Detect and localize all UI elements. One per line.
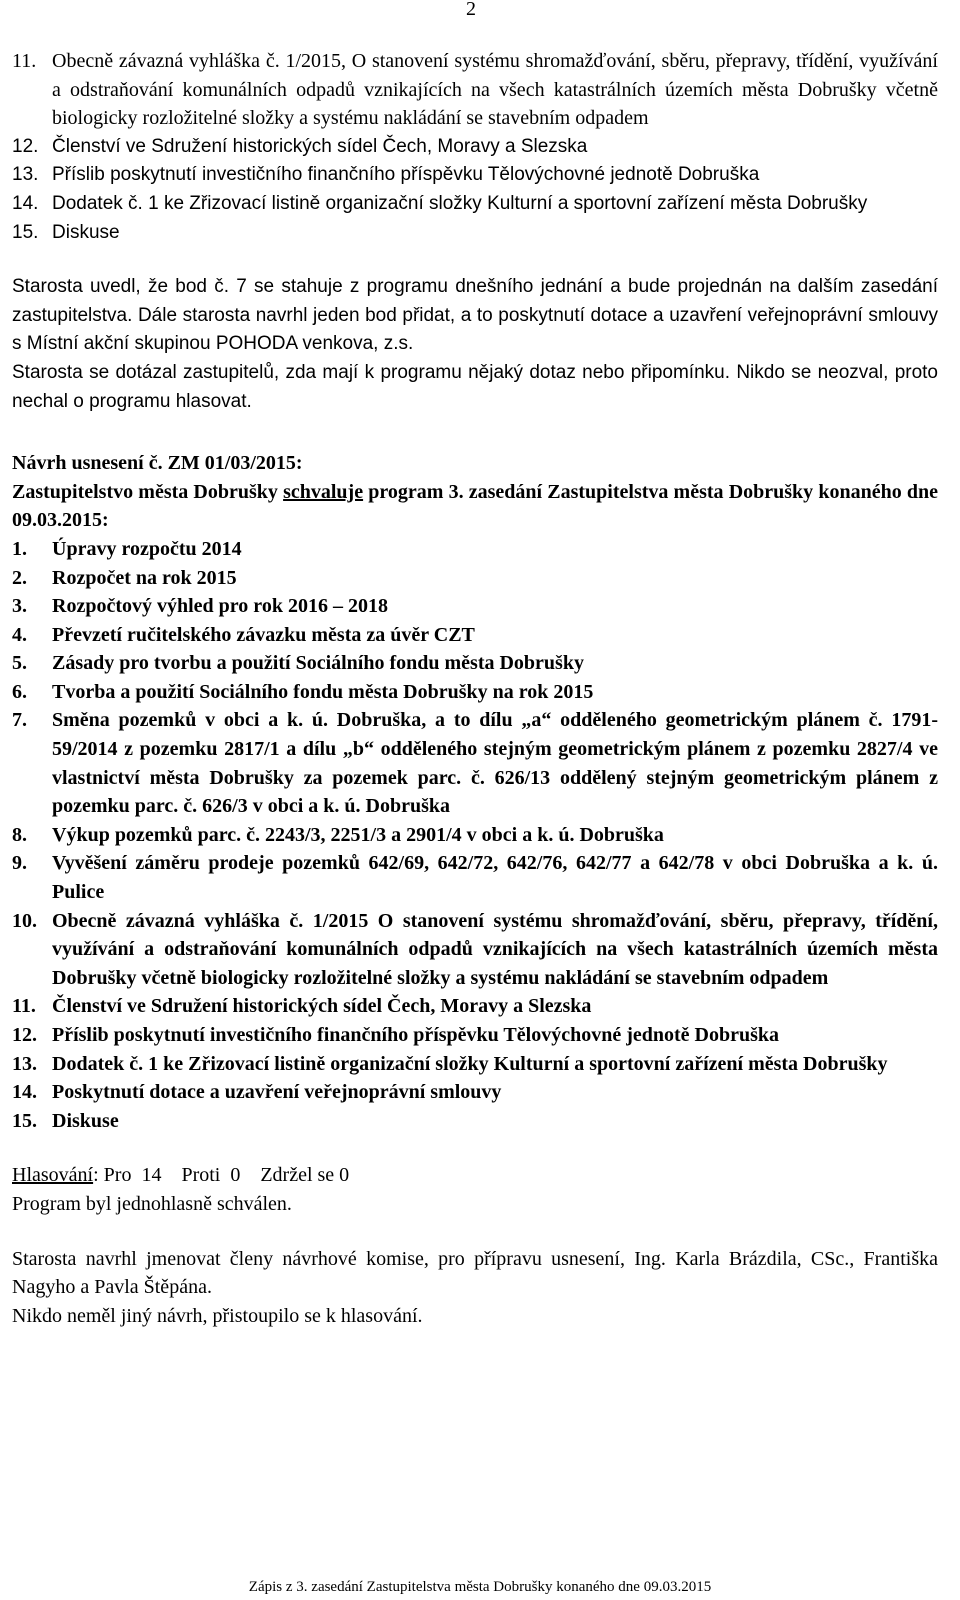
resolution-item-text: Vyvěšení záměru prodeje pozemků 642/69, 642/72, 642/76, 642/77 a 642/78 v obci Dobruška a k. ú. Pulice	[52, 852, 938, 904]
resolution-verb: schvaluje	[283, 480, 364, 503]
resolution-item	[12, 649, 938, 678]
resolution-item-text: Směna pozemků v obci a k. ú. Dobruška, a to dílu „a“ odděleného geometrickým plánem č. 1791-59/2014 z pozemku 2817/1 a dílu „b“ odděleného stejným geometrickým plánem z pozemku 2827/4 ve vlastnictví města Dobrušky za pozemek parc. č. 626/13 oddělený stejným geometrickým plánem z pozemku parc. č. 626/3 v obci a k. ú. Dobruška	[52, 709, 938, 818]
resolution-item-number: 3.	[12, 595, 27, 618]
commission-paragraph: Starosta navrhl jmenovat členy návrhové komise, pro přípravu usnesení, Ing. Karla Brázdila, CSc., Františka Nagyho a Pavla Štěpána.	[12, 1247, 938, 1299]
agenda-item: 14. Dodatek č. 1 ke Zřizovací listině organizační složky Kulturní a sportovní zařízení města Dobrušky	[12, 192, 868, 214]
question-paragraph: Starosta se dotázal zastupitelů, zda mají k programu nějaký dotaz nebo připomínku. Nikdo se neozval, proto nechal o programu hlasovat.	[12, 361, 938, 412]
resolution-item	[12, 706, 938, 820]
resolution-item-text: Příslib poskytnutí investičního finančního příspěvku Tělovýchovné jednotě Dobruška	[52, 1024, 779, 1046]
resolution-item	[12, 592, 938, 621]
resolution-item-text: Poskytnutí dotace a uzavření veřejnoprávní smlouvy	[52, 1081, 502, 1104]
resolution-item	[12, 907, 938, 993]
resolution-item-number: 5.	[12, 652, 27, 675]
statement-paragraph: Starosta uvedl, že bod č. 7 se stahuje z programu dnešního jednání a bude projednán na dalším zasedání zastupitelstva. Dále starosta navrhl jeden bod přidat, a to poskytnutí dotace a uzavření veřejnoprávní smlouvy s Místní akční skupinou POHODA venkova, z.s.	[12, 276, 938, 355]
vote-counts: Pro 14 Proti 0 Zdržel se 0	[98, 1164, 350, 1187]
resolution-item-text: Rozpočtový výhled pro rok 2016 – 2018	[52, 595, 388, 618]
agenda-item: 11. Obecně závazná vyhláška č. 1/2015, O stanovení systému shromažďování, sběru, přepravy, třídění, využívání a odstraňování komunálních odpadů vznikajících na všech katastrálních územích města Dobrušky včetně biologicky rozložitelné složky a systému nakládání se stavebním odpadem	[12, 50, 938, 130]
resolution-item	[12, 821, 938, 850]
resolution-item	[12, 992, 938, 1021]
resolution-item-number: 9.	[12, 852, 27, 875]
resolution-item-text: Převzetí ručitelského závazku města za úvěr CZT	[52, 623, 475, 646]
resolution-item-number: 14.	[12, 1081, 37, 1104]
agenda-item: 13. Příslib poskytnutí investičního finančního příspěvku Tělovýchovné jednotě Dobruška	[12, 164, 760, 186]
document-body	[12, 47, 938, 1330]
resolution-item	[12, 1107, 938, 1136]
resolution-item-text: Dodatek č. 1 ke Zřizovací listině organizační složky Kulturní a sportovní zařízení města Dobrušky	[52, 1052, 888, 1075]
agenda-item: 15. Diskuse	[12, 221, 120, 243]
page-footer: Zápis z 3. zasedání Zastupitelstva města Dobrušky konaného dne 09.03.2015	[248, 1579, 712, 1595]
vote-result: Program byl jednohlasně schválen.	[12, 1192, 292, 1215]
resolution-item	[12, 564, 938, 593]
resolution-item-number: 4.	[12, 623, 27, 646]
agenda-list-continuation	[12, 47, 938, 247]
resolution-title: Návrh usnesení č. ZM 01/03/2015:	[12, 452, 303, 475]
resolution-item	[12, 1021, 938, 1050]
resolution-item-text: Diskuse	[52, 1109, 119, 1132]
vote-label: Hlasování	[12, 1164, 94, 1187]
resolution-item-number: 7.	[12, 709, 27, 732]
page-number: 2	[466, 0, 476, 20]
resolution-item-number: 12.	[12, 1024, 37, 1046]
resolution-item	[12, 621, 938, 650]
resolution-item-number: 13.	[12, 1052, 37, 1075]
vote-line: Hlasování: Pro 14 Proti 0 Zdržel se 0	[12, 1164, 350, 1187]
resolution-item-number: 11.	[12, 995, 36, 1018]
resolution-item-text: Výkup pozemků parc. č. 2243/3, 2251/3 a 2901/4 v obci a k. ú. Dobruška	[52, 823, 664, 846]
commission-followup: Nikdo neměl jiný návrh, přistoupilo se k hlasování.	[12, 1304, 423, 1327]
resolution-intro: Zastupitelstvo města Dobrušky schvaluje program 3. zasedání Zastupitelstva města Dobrušky konaného dne 09.03.2015:	[12, 480, 938, 532]
resolution-item-number: 1.	[12, 537, 27, 560]
resolution-item-number: 8.	[12, 823, 27, 846]
resolution-item-text: Úpravy rozpočtu 2014	[52, 537, 242, 560]
resolution-item-text: Zásady pro tvorbu a použití Sociálního fondu města Dobrušky	[52, 652, 584, 675]
resolution-item-text: Obecně závazná vyhláška č. 1/2015 O stanovení systému shromažďování, sběru, přepravy, třídění, využívání a odstraňování komunálních odpadů vznikajících na všech katastrálních územích města Dobrušky včetně biologicky rozložitelné složky a systému nakládání se stavebním odpadem	[52, 909, 938, 989]
resolution-item	[12, 678, 938, 707]
resolution-item-text: Členství ve Sdružení historických sídel Čech, Moravy a Slezska	[52, 995, 592, 1018]
agenda-item: 12. Členství ve Sdružení historických sídel Čech, Moravy a Slezska	[12, 135, 588, 157]
resolution-item-number: 15.	[12, 1109, 37, 1132]
resolution-item-number: 6.	[12, 680, 27, 703]
resolution-item-number: 2.	[12, 566, 27, 589]
resolution-item-text: Tvorba a použití Sociálního fondu města Dobrušky na rok 2015	[52, 680, 594, 703]
resolution-item	[12, 535, 938, 564]
resolution-item	[12, 849, 938, 906]
resolution-agenda-list	[12, 535, 938, 1135]
resolution-item-text: Rozpočet na rok 2015	[52, 566, 237, 589]
resolution-item-number: 10.	[12, 909, 37, 932]
resolution-item	[12, 1078, 938, 1107]
resolution-item	[12, 1050, 938, 1079]
